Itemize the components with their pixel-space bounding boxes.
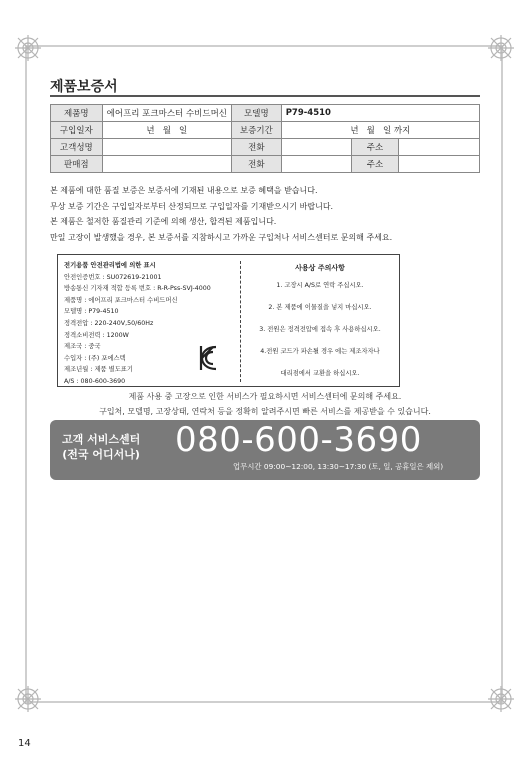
customer-phone-label: 전화 [232, 139, 282, 156]
corner-ornament-top-left [13, 33, 43, 63]
service-hours: 업무시간 09:00~12:00, 13:30~17:30 (토, 일, 공휴일은 제외) [233, 462, 444, 471]
service-notes [50, 389, 480, 419]
store-phone-field[interactable] [281, 156, 351, 173]
service-center-title-line: 고객 서비스센터 [62, 433, 141, 446]
service-note: 제품 사용 중 고장으로 인한 서비스가 필요하시면 서비스센터에 문의해 주세요. [128, 392, 402, 401]
safety-info-line: 제품명 : 에어프리 포크마스터 수비드머신 [64, 296, 178, 304]
caution-heading: 사용상 주의사항 [295, 264, 345, 272]
store-address-field[interactable] [399, 156, 480, 173]
safety-info-line: 방송통신 기자재 적합 등록 번호 : R-R-Pss-SVJ-4000 [64, 285, 211, 293]
table-row [51, 122, 480, 139]
warranty-note: 만일 고장이 발생했을 경우, 본 보증서를 지참하시고 가까운 구입처나 서비스센터로 문의해 주세요. [50, 232, 393, 242]
service-center-banner [50, 420, 480, 480]
safety-info-line: 제조년월 : 제품 별도표기 [64, 366, 133, 374]
caution-item: 4.전원 코드가 파손될 경우 에는 제조자자나 [260, 348, 380, 355]
product-name-label: 제품명 [51, 105, 103, 122]
page-number: 14 [18, 738, 31, 749]
store-phone-label: 전화 [232, 156, 282, 173]
safety-info-heading: 전기용품 안전관리법에 의한 표시 [64, 262, 156, 269]
purchase-date-field[interactable]: 년 월 일 [102, 122, 231, 139]
table-row [51, 156, 480, 173]
warranty-note: 무상 보증 기간은 구입일자로부터 산정되므로 구입일자를 기재받으시기 바랍니다. [50, 201, 334, 211]
warranty-note: 본 제품은 철저한 품질관리 기준에 의해 생산, 합격된 제품입니다. [50, 217, 277, 226]
kc-mark-icon [194, 343, 220, 373]
store-label: 판매점 [51, 156, 103, 173]
service-note: 구입처, 모델명, 고장상태, 연락처 등을 정확히 알려주시면 빠른 서비스를 제공받을 수 있습니다. [99, 407, 431, 416]
customer-name-label: 고객성명 [51, 139, 103, 156]
store-field[interactable] [102, 156, 231, 173]
caution-item: 3. 전원은 정격전압에 접속 후 사용하십시오. [259, 326, 381, 333]
warranty-notes [50, 183, 392, 245]
spec-divider [240, 261, 241, 382]
customer-address-label: 주소 [351, 139, 398, 156]
customer-phone-field[interactable] [281, 139, 351, 156]
safety-info-line: 모델명 : P79-4510 [64, 308, 119, 316]
safety-info-list [64, 260, 211, 388]
model-name-label: 모델명 [232, 105, 282, 122]
safety-info-line: 안전인증번호 : SU072619-21001 [64, 273, 162, 281]
store-address-label: 주소 [351, 156, 398, 173]
safety-info-line: 정격전압 : 220-240V,50/60Hz [64, 319, 154, 327]
customer-address-field[interactable] [399, 139, 480, 156]
caution-item: 1. 고장시 A/S로 연락 주십시오. [276, 282, 364, 289]
caution-list [244, 263, 396, 390]
corner-ornament-bottom-right [486, 684, 516, 714]
safety-label-box [57, 254, 400, 387]
warranty-period-field[interactable]: 년 월 일 까지 [281, 122, 479, 139]
title-divider [50, 95, 480, 97]
caution-item: 대리점에서 교환을 하십시오. [280, 370, 360, 377]
safety-info-line: 정격소비전력 : 1200W [64, 331, 129, 339]
customer-name-field[interactable] [102, 139, 231, 156]
model-name-value: P79-4510 [281, 105, 479, 122]
table-row [51, 139, 480, 156]
warranty-info-table [50, 104, 480, 173]
warranty-note: 본 제품에 대한 품질 보증은 보증서에 기재된 내용으로 보증 혜택을 받습니다. [50, 186, 318, 195]
warranty-period-label: 보증기간 [232, 122, 282, 139]
safety-info-line: 수입자 : (주) 포에스텍 [64, 354, 126, 362]
page-title: 제품보증서 [50, 79, 118, 95]
purchase-date-label: 구입일자 [51, 122, 103, 139]
service-phone-number[interactable]: 080-600-3690 [175, 420, 422, 460]
service-center-title [62, 432, 140, 462]
corner-ornament-top-right [486, 33, 516, 63]
safety-info-line: 제조국 : 중국 [64, 343, 101, 351]
product-name-value: 에어프리 포크마스터 수비드머신 [102, 105, 231, 122]
service-center-subtitle: (전국 어디서나) [62, 448, 140, 461]
corner-ornament-bottom-left [13, 684, 43, 714]
table-row [51, 105, 480, 122]
safety-info-line: A/S : 080-600-3690 [64, 377, 126, 385]
caution-item: 2. 본 제품에 이물질을 넣지 마십시오. [268, 304, 372, 311]
